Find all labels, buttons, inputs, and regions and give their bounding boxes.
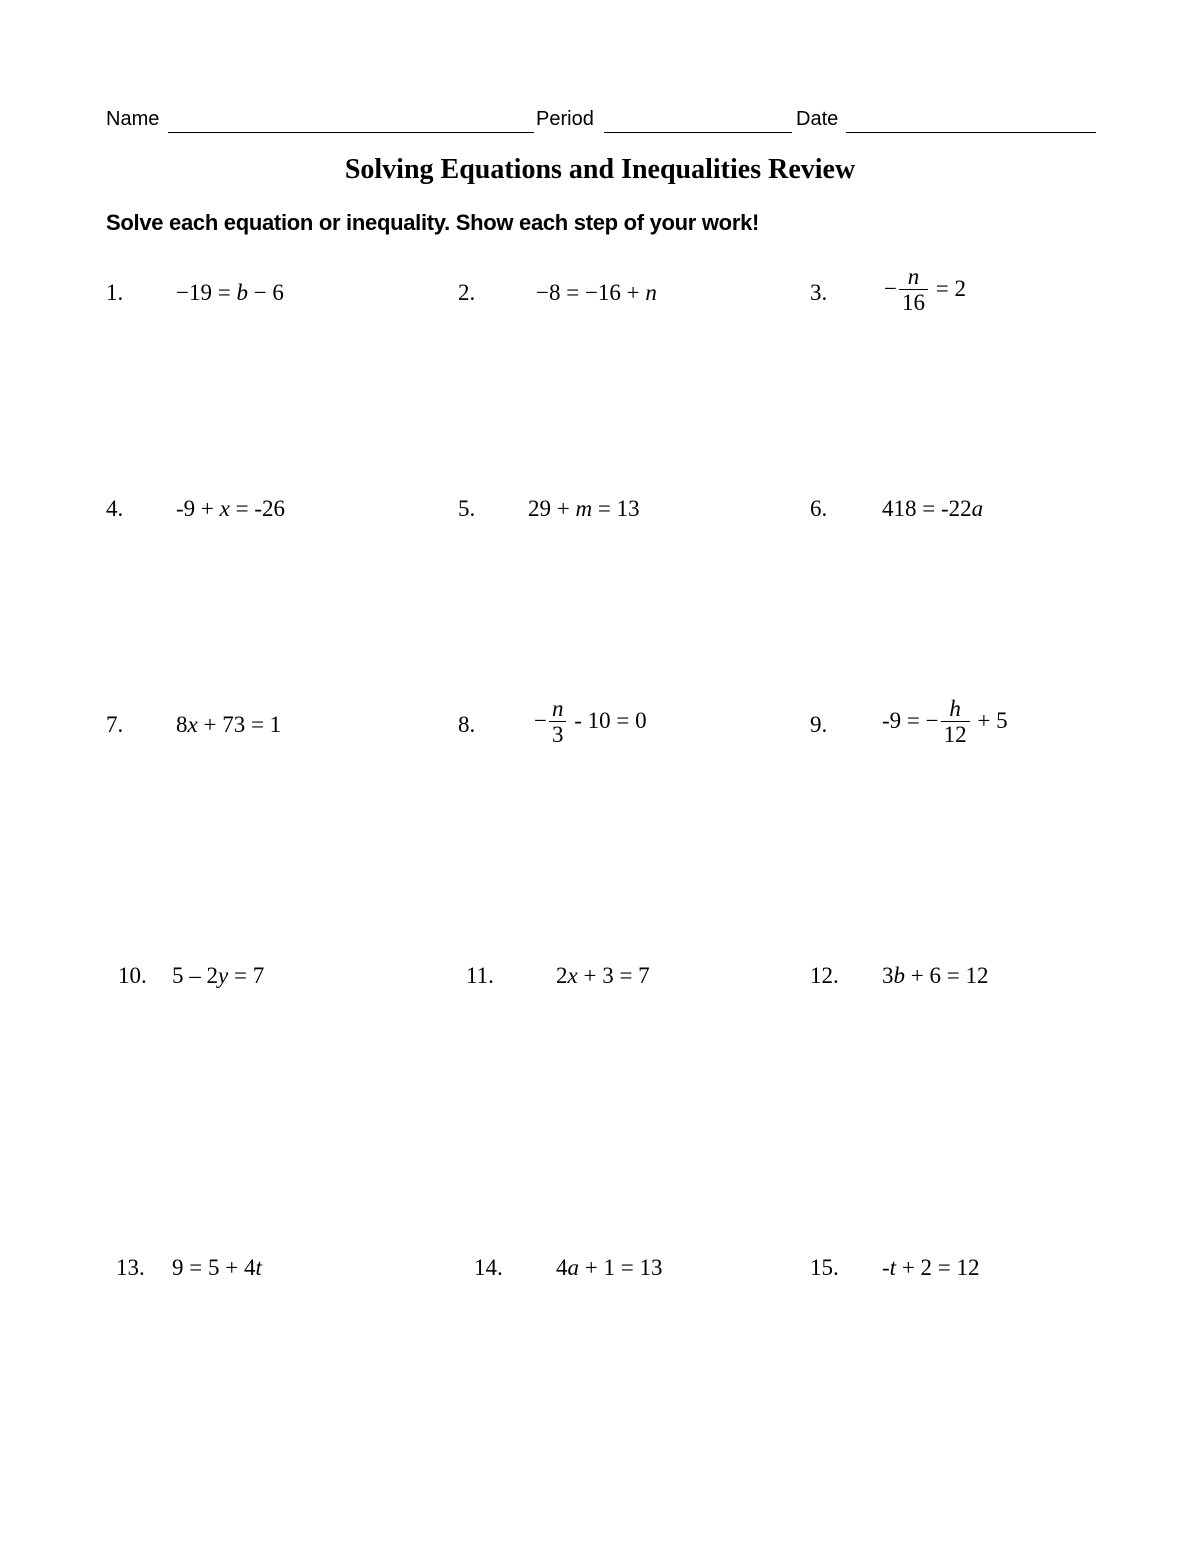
name-label: Name xyxy=(106,108,160,130)
problem-15-number: 15. xyxy=(810,1255,839,1280)
name-field[interactable] xyxy=(168,132,534,133)
date-label: Date xyxy=(796,108,839,130)
problem-6-equation: 418 = -22a xyxy=(882,496,984,521)
problem-7-equation: 8x + 73 = 1 xyxy=(176,712,282,737)
problem-3-number: 3. xyxy=(810,280,828,305)
problem-13-number: 13. xyxy=(116,1255,145,1280)
problem-12-number: 12. xyxy=(810,963,839,988)
problem-4-number: 4. xyxy=(106,496,124,521)
problem-5-number: 5. xyxy=(458,496,476,521)
problem-13-equation: 9 = 5 + 4t xyxy=(172,1255,262,1280)
date-field[interactable] xyxy=(846,132,1096,133)
problem-3-equation: − $\frac{n}{16}$ = 2 xyxy=(884,264,966,315)
problem-9-number: 9. xyxy=(810,712,828,737)
problem-5-equation: 29 + m = 13 xyxy=(528,496,640,521)
problem-11-number: 11. xyxy=(466,963,494,988)
worksheet-title: Solving Equations and Inequalities Review xyxy=(344,154,856,185)
problem-11-equation: 2x + 3 = 7 xyxy=(556,963,650,988)
student-info-header xyxy=(106,106,1096,136)
fraction: $\frac{h}{12}$ xyxy=(941,697,970,748)
problem-8-number: 8. xyxy=(458,712,476,737)
problem-1-equation: −19 = b − 6 xyxy=(176,280,284,305)
problem-1-number: 1. xyxy=(106,280,124,305)
problem-9-equation: -9 = − $\frac{h}{12}$ + 5 xyxy=(882,696,1008,747)
problem-14-number: 14. xyxy=(474,1255,503,1280)
problem-10-number: 10. xyxy=(118,963,147,988)
problem-2-equation: −8 = −16 + n xyxy=(536,280,657,305)
fraction: $\frac{n}{3}$ xyxy=(549,697,567,748)
problem-8-equation: − $\frac{n}{3}$ - 10 = 0 xyxy=(534,696,647,747)
problem-14-equation: 4a + 1 = 13 xyxy=(556,1255,663,1280)
problem-10-equation: 5 – 2y = 7 xyxy=(172,963,265,988)
problem-6-number: 6. xyxy=(810,496,828,521)
instructions: Solve each equation or inequality. Show each step of your work! xyxy=(106,210,760,235)
problem-4-equation: -9 + x = -26 xyxy=(176,496,285,521)
problem-7-number: 7. xyxy=(106,712,124,737)
problem-12-equation: 3b + 6 = 12 xyxy=(882,963,989,988)
problem-15-equation: -t + 2 = 12 xyxy=(882,1255,980,1280)
period-field[interactable] xyxy=(604,132,792,133)
fraction: $\frac{n}{16}$ xyxy=(899,265,928,316)
problem-2-number: 2. xyxy=(458,280,476,305)
period-label: Period xyxy=(536,108,594,130)
